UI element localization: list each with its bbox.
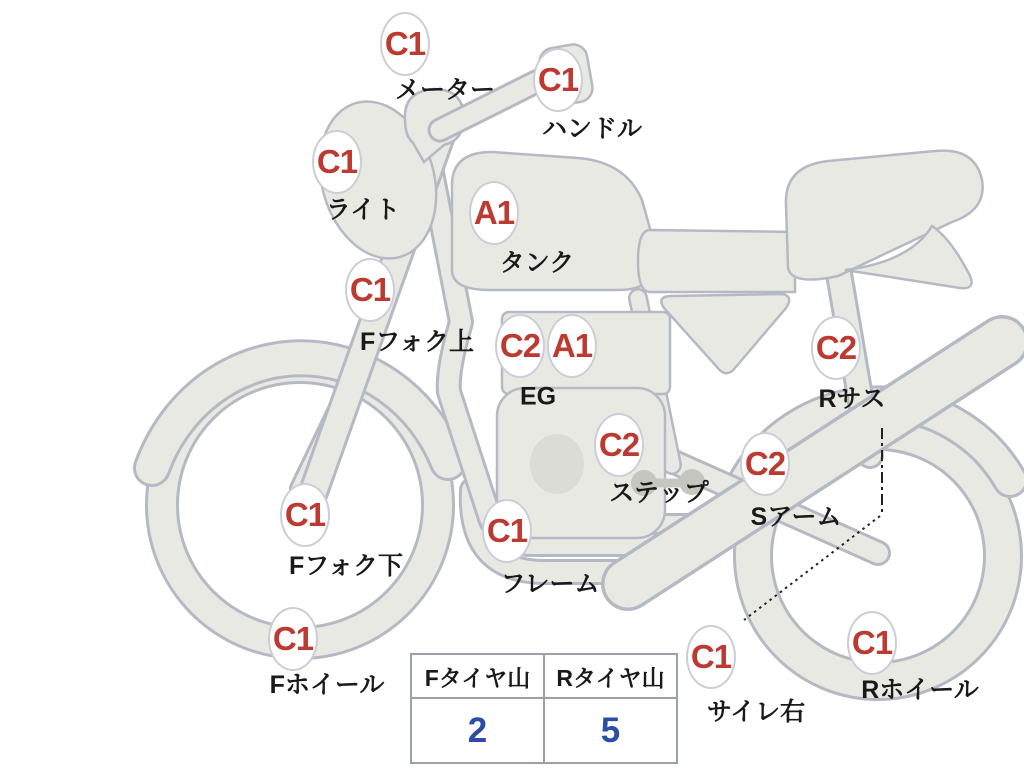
front-tire-tread-header: Fタイヤ山 — [411, 654, 544, 698]
grade-badge: A1 — [469, 181, 519, 245]
grade-badge: C2 — [740, 432, 790, 496]
side-cover-shape — [661, 294, 789, 373]
grade-badge: C1 — [847, 611, 897, 675]
grade-badge-fuel-tank — [469, 181, 519, 245]
grade-badge: C1 — [380, 12, 430, 76]
grade-badge-swing-arm — [740, 432, 790, 496]
part-label-fuel-tank: タンク — [499, 249, 575, 277]
part-label-handlebar: ハンドル — [541, 115, 643, 143]
part-label-engine: EG — [519, 382, 557, 411]
part-label-rear-suspension: Rサス — [818, 385, 886, 413]
part-label-headlight: ライト — [325, 196, 401, 224]
part-label-silencer-right: サイレ右 — [706, 698, 806, 726]
grade-badge-engine — [495, 314, 597, 378]
part-label-meter: メーター — [394, 76, 496, 104]
rear-tire-tread-header: Rタイヤ山 — [544, 654, 677, 698]
grade-badge: C1 — [345, 258, 395, 322]
grade-badge-front-fork-upper — [345, 258, 395, 322]
part-label-swing-arm: Sアーム — [750, 503, 842, 531]
grade-badge: C1 — [280, 483, 330, 547]
grade-badge-front-wheel — [268, 607, 318, 671]
grade-badge: C2 — [811, 316, 861, 380]
grade-badge-rear-wheel — [847, 611, 897, 675]
grade-badge: C1 — [312, 130, 362, 194]
tire-tread-table — [410, 653, 678, 764]
grade-badge-rear-suspension — [811, 316, 861, 380]
grade-badge-silencer-right — [686, 625, 736, 689]
grade-badge: C2 — [495, 314, 545, 378]
front-fender-shape — [152, 358, 448, 468]
rear-tire-tread-value: 5 — [544, 698, 677, 763]
grade-badge-headlight — [312, 130, 362, 194]
part-label-front-wheel: Fホイール — [269, 671, 385, 699]
grade-badge-front-fork-lower — [280, 483, 330, 547]
grade-badge: C1 — [268, 607, 318, 671]
grade-badge-step — [594, 413, 644, 477]
part-label-step: ステップ — [609, 479, 709, 507]
grade-badge-frame — [482, 499, 532, 563]
front-tire-tread-value: 2 — [411, 698, 544, 763]
part-label-front-fork-upper: Fフォク上 — [359, 328, 475, 356]
part-label-front-fork-lower: Fフォク下 — [288, 552, 404, 580]
grade-badge: A1 — [547, 314, 597, 378]
grade-badge-meter — [380, 12, 430, 76]
part-label-rear-wheel: Rホイール — [861, 676, 979, 704]
grade-badge: C2 — [594, 413, 644, 477]
grade-badge: C1 — [533, 48, 583, 112]
grade-badge: C1 — [482, 499, 532, 563]
grade-badge-handlebar — [533, 48, 583, 112]
part-label-frame: フレーム — [500, 570, 600, 598]
grade-badge: C1 — [686, 625, 736, 689]
